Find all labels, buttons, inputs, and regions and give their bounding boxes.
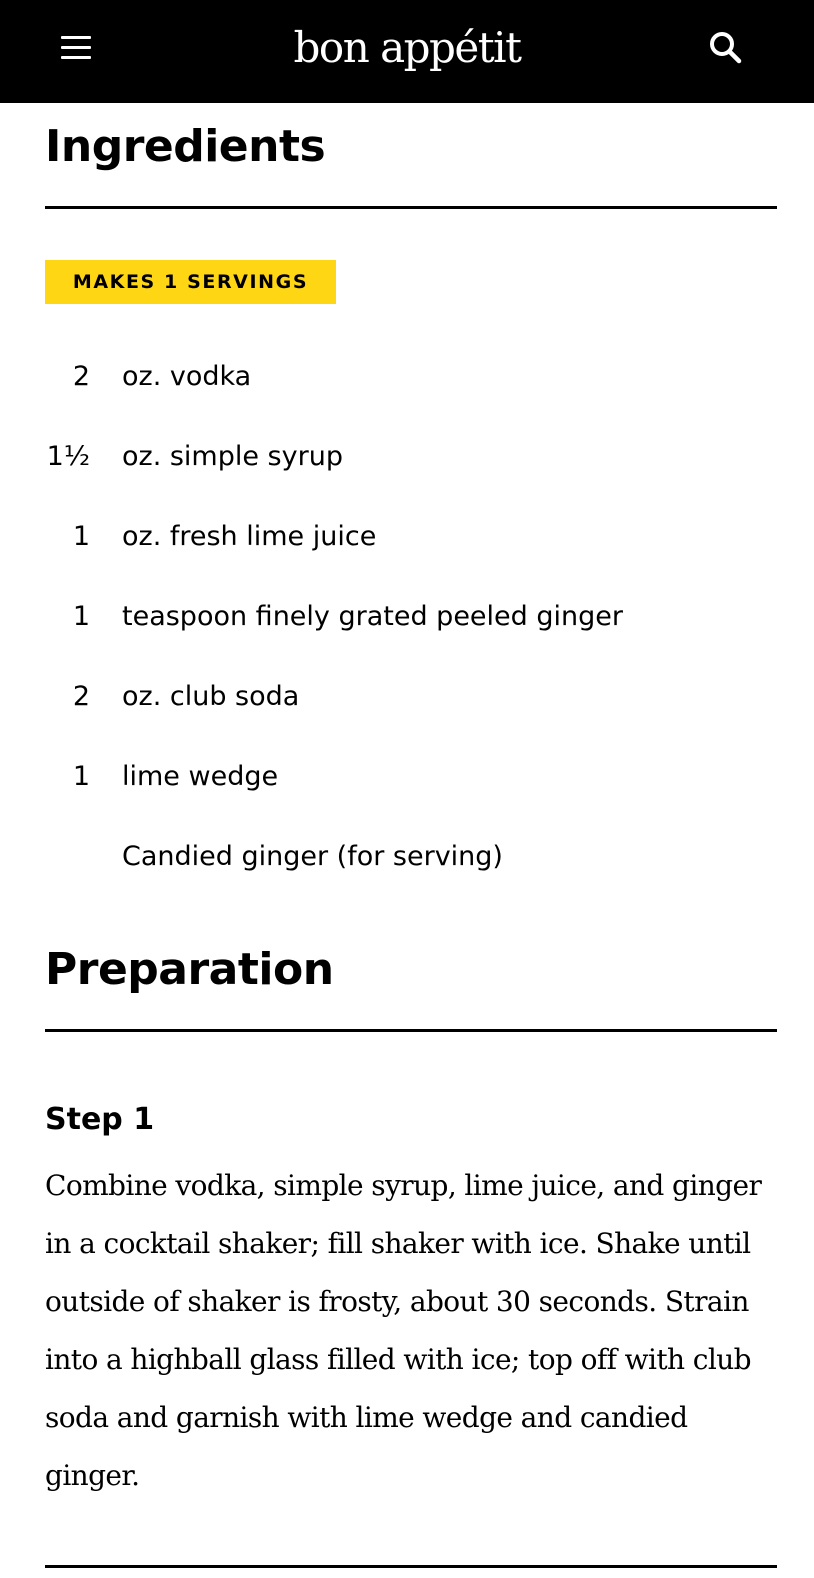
servings-badge: MAKES 1 SERVINGS (45, 260, 336, 304)
ingredient-description: Candied ginger (for serving) (122, 841, 503, 872)
ingredients-heading: Ingredients (45, 121, 326, 172)
ingredient-item (0, 505, 814, 585)
ingredient-description: teaspoon finely grated peeled ginger (122, 601, 623, 632)
ingredient-description: lime wedge (122, 761, 279, 792)
ingredient-list (0, 345, 814, 905)
ingredient-item (0, 425, 814, 505)
ingredient-quantity: 2 (72, 681, 90, 712)
ingredients-divider (45, 206, 777, 209)
bottom-divider (45, 1565, 777, 1568)
ingredient-item (0, 825, 814, 905)
ingredient-quantity: 2 (72, 361, 90, 392)
preparation-heading: Preparation (45, 944, 334, 995)
ingredient-quantity: 1½ (46, 441, 90, 472)
ingredient-description: oz. vodka (122, 361, 252, 392)
ingredient-quantity: 1 (72, 521, 90, 552)
ingredient-quantity: 1 (72, 601, 90, 632)
ingredient-item (0, 665, 814, 745)
preparation-divider (45, 1029, 777, 1032)
ingredient-quantity: 1 (72, 761, 90, 792)
top-nav-bar (0, 0, 814, 103)
site-logo[interactable]: bon appétit (293, 23, 521, 72)
ingredient-item (0, 345, 814, 425)
ingredient-item (0, 745, 814, 825)
step-label: Step 1 (45, 1102, 155, 1137)
search-icon[interactable] (706, 28, 746, 68)
ingredient-description: oz. fresh lime juice (122, 521, 377, 552)
ingredient-description: oz. club soda (122, 681, 300, 712)
ingredient-item (0, 585, 814, 665)
ingredient-description: oz. simple syrup (122, 441, 343, 472)
step-instructions: Combine vodka, simple syrup, lime juice, and ginger in a cocktail shaker; fill shaker with ice. Shake until outside of shaker is frosty, about 30 seconds. Strain into a highball glass filled with ice; top off with club soda and garnish with lime wedge and candied ginger. (45, 1169, 762, 1492)
